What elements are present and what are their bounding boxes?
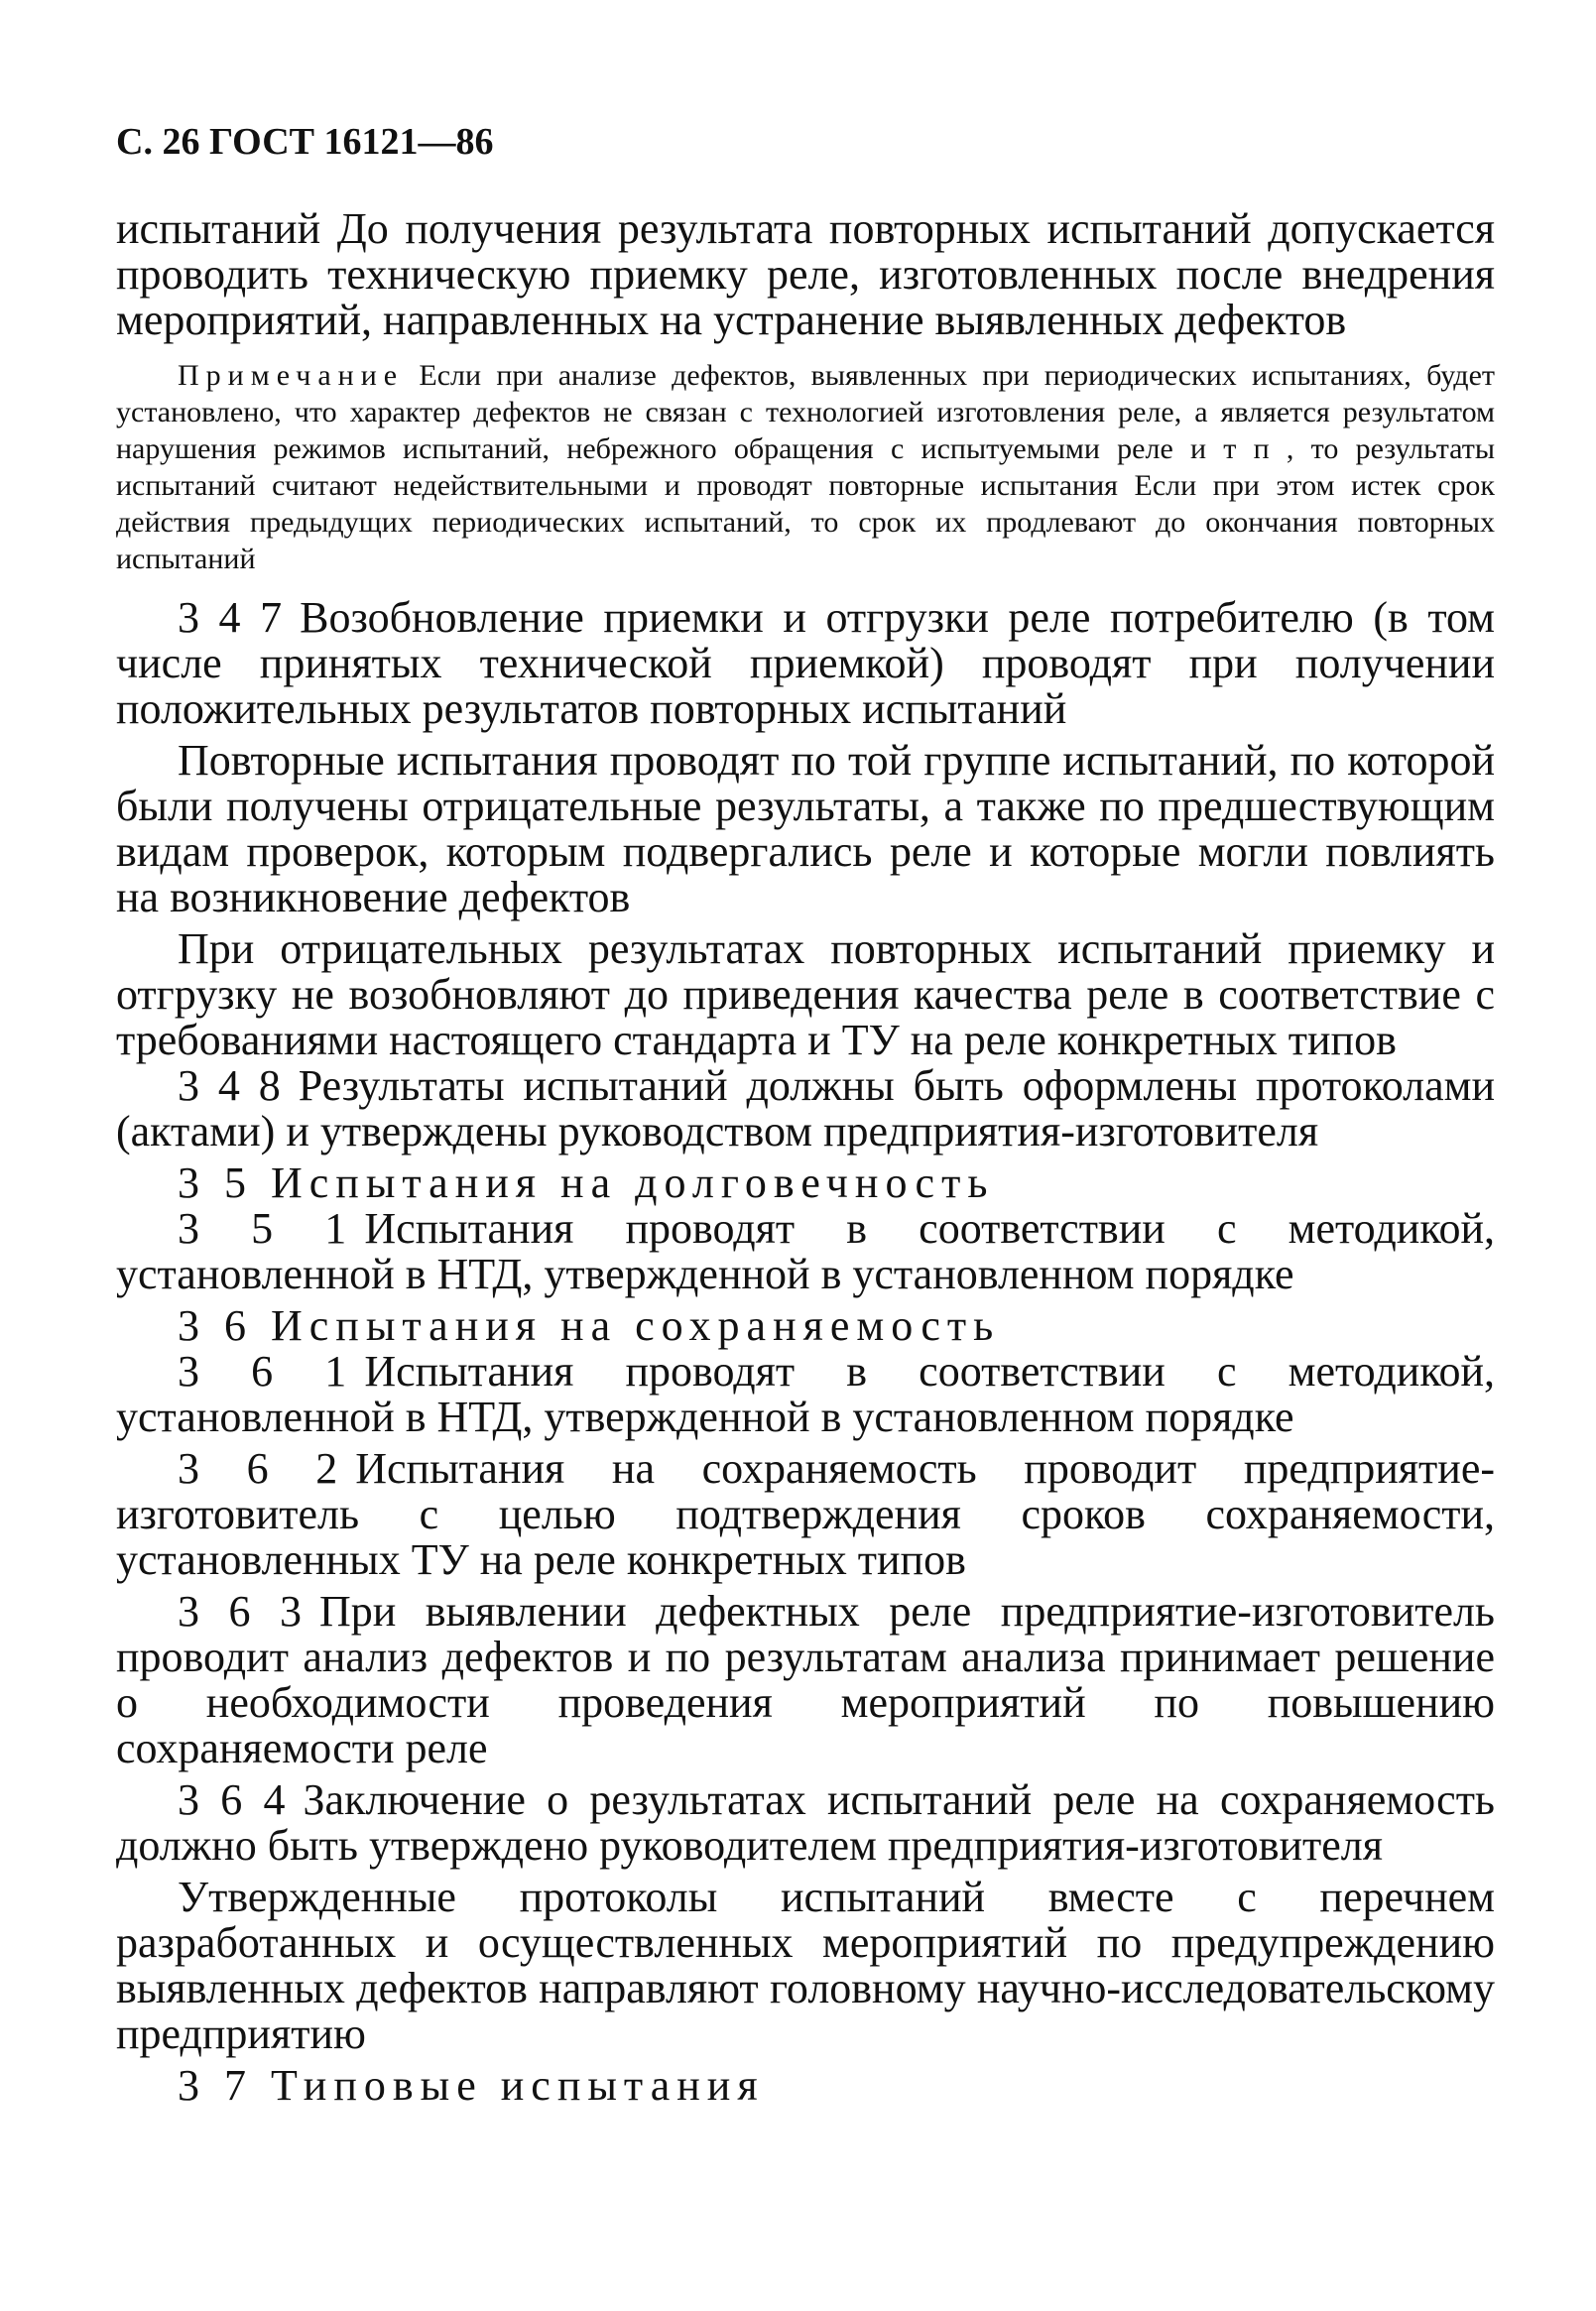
clause-text: Результаты испытаний должны быть оформлены протоколами (актами) и утверждены руководством предприятия-изготовителя xyxy=(116,1061,1495,1156)
paragraph-continuation: испытаний До получения результата повторных испытаний допускается проводить техническую приемку реле, изготовленных после внедрения мероприятий, направленных на устранение выявленных дефектов xyxy=(116,204,1495,344)
clause-number: 3 6 4 xyxy=(178,1775,286,1824)
clause-3-4-8 xyxy=(116,1063,1495,1155)
clause-3-6-1 xyxy=(116,1349,1495,1440)
clause-number: 3 4 8 xyxy=(178,1061,281,1110)
clause-3-5-1 xyxy=(116,1206,1495,1297)
clause-text: Испытания на сохраняемость проводит предприятие-изготовитель с целью подтверждения сроков сохраняемости, установленных ТУ на реле конкретных типов xyxy=(116,1444,1495,1584)
section-heading-3-6: 3 6 Испытания на сохраняемость xyxy=(178,1301,1001,1350)
clause-3-4-7 xyxy=(116,595,1495,732)
clause-number: 3 4 7 xyxy=(178,593,283,642)
clause-number: 3 6 3 xyxy=(178,1587,302,1636)
note-block xyxy=(116,357,1495,577)
clause-3-6-4 xyxy=(116,1777,1495,1869)
clause-3-6-3 xyxy=(116,1589,1495,1771)
clause-text: Испытания проводят в соответствии с методикой, установленной в НТД, утвержденной в установленном порядке xyxy=(116,1204,1496,1298)
clause-text: При выявлении дефектных реле предприятие-изготовитель проводит анализ дефектов и по результатам анализа принимает решение о необходимости проведения мероприятий по повышению сохраняемости реле xyxy=(116,1587,1495,1772)
clause-text: Возобновление приемки и отгрузки реле потребителю (в том числе принятых технической приемкой) проводят при получении положительных результатов повторных испытаний xyxy=(116,593,1495,733)
note-label: Примечание xyxy=(178,359,405,392)
note-text: Если при анализе дефектов, выявленных при периодических испытаниях, будет установлено, что характер дефектов не связан с технологией изготовления реле, а является результатом нарушения режимов испытаний, небрежного обращения с испытуемыми реле и т п , то результаты испытаний считают недействительными и проводят повторные испытания Если при этом истек срок действия предыдущих периодических испытаний, то срок их продлевают до окончания повторных испытаний xyxy=(116,359,1496,575)
paragraph-negative-results: При отрицательных результатах повторных испытаний приемку и отгрузку не возобновляют до приведения качества реле в соответствие с требованиями настоящего стандарта и ТУ на реле конкретных типов xyxy=(116,924,1495,1064)
page-header: С. 26 ГОСТ 16121—86 xyxy=(116,121,494,163)
section-heading-3-7: 3 7 Типовые испытания xyxy=(178,2061,765,2110)
clause-number: 3 6 1 xyxy=(178,1347,347,1396)
clause-3-6-2 xyxy=(116,1446,1495,1583)
clause-number: 3 6 2 xyxy=(178,1444,338,1493)
section-heading-3-5: 3 5 Испытания на долговечность xyxy=(178,1158,995,1207)
paragraph-approved-protocols: Утвержденные протоколы испытаний вместе с перечнем разработанных и осуществленных мероприятий по предупреждению выявленных дефектов направляют головному научно-исследовательскому предприятию xyxy=(116,1873,1495,2058)
clause-text: Заключение о результатах испытаний реле на сохраняемость должно быть утверждено руководителем предприятия-изготовителя xyxy=(116,1775,1496,1870)
paragraph-repeat-tests: Повторные испытания проводят по той группе испытаний, по которой были получены отрицательные результаты, а также по предшествующим видам проверок, которым подвергались реле и которые могли повлиять на возникновение дефектов xyxy=(116,736,1495,921)
document-page xyxy=(116,119,1495,2261)
clause-number: 3 5 1 xyxy=(178,1204,347,1253)
clause-text: Испытания проводят в соответствии с методикой, установленной в НТД, утвержденной в установленном порядке xyxy=(116,1347,1496,1441)
